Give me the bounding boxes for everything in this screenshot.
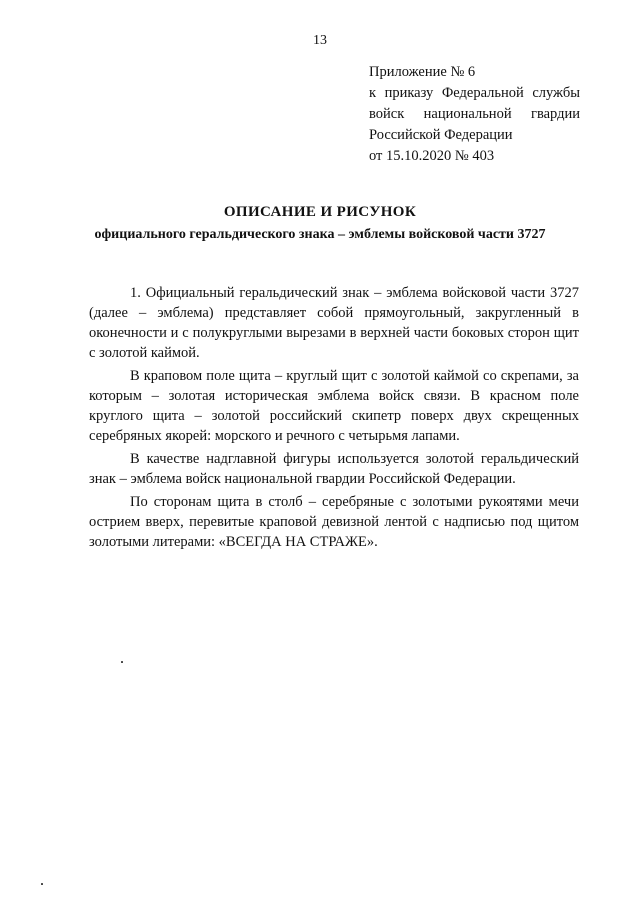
scan-speck [121,661,123,663]
appendix-line: к приказу Федеральной службы [369,85,580,101]
appendix-line: войск национальной гвардии [369,106,580,122]
page-number: 13 [313,33,327,48]
body-paragraph: 1. Официальный геральдический знак – эмблема войсковой части 3727 (далее – эмблема) представляет собой прямоугольный, закругленный в оконечности и с полукруглыми вырезами в верхней части боковых сторон щит с золотой каймой. [89,285,579,361]
appendix-line: Российской Федерации [369,127,513,143]
body-paragraph: В краповом поле щита – круглый щит с золотой каймой со скрепами, за которым – золотая историческая эмблема войск связи. В красном поле круглого щита – золотой российский скипетр поверх двух скрещенных серебряных якорей: морского и речного с четырьмя лапами. [89,368,579,444]
appendix-line: от 15.10.2020 № 403 [369,148,495,164]
scan-speck [41,883,43,885]
body-paragraph: В качестве надглавной фигуры используется золотой геральдический знак – эмблема войск национальной гвардии Российской Федерации. [89,451,579,487]
document-body [89,283,579,555]
appendix-block [369,62,580,167]
document-title: ОПИСАНИЕ И РИСУНОК [223,204,417,220]
body-paragraph: По сторонам щита в столб – серебряные с золотыми рукоятями мечи острием вверх, перевитые краповой девизной лентой с надписью под щитом золотыми литерами: «ВСЕГДА НА СТРАЖЕ». [89,494,579,550]
document-subtitle: официального геральдического знака – эмблемы войсковой части 3727 [94,227,546,242]
appendix-line: Приложение № 6 [369,64,476,80]
